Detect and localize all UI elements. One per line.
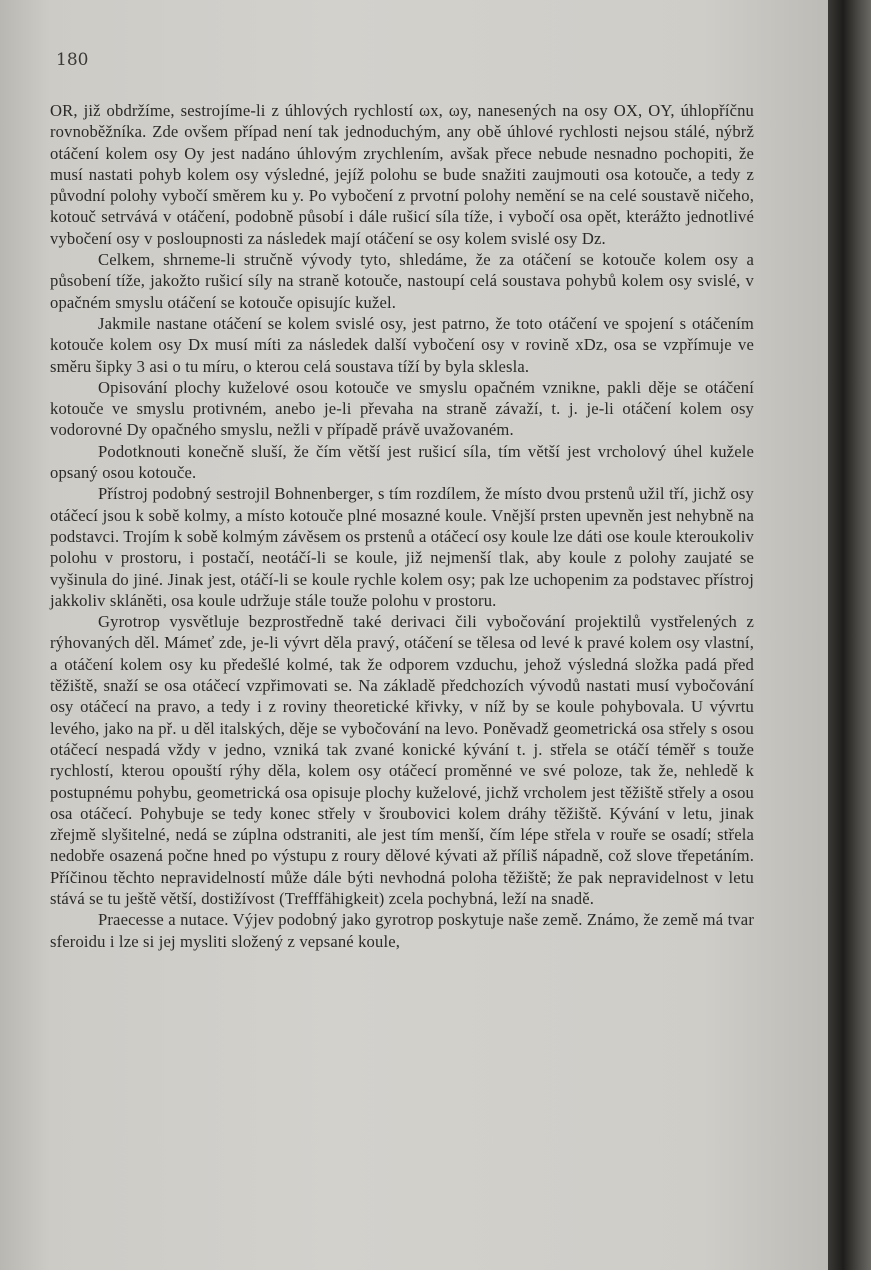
- paragraph: Jakmile nastane otáčení se kolem svislé osy, jest patrno, že toto otáčení ve spojení s otáčením kotouče kolem osy Dx musí míti za následek další vybočení osy v rovině xDz, osa se vzpřímuje ve směru šipky 3 asi o tu míru, o kterou celá soustava tíží by byla sklesla.: [50, 313, 754, 376]
- paragraph: Celkem, shrneme-li stručně vývody tyto, shledáme, že za otáčení se kotouče kolem osy a působení tíže, jakožto rušicí síly na straně kotouče, nastoupí celá soustava pohybů kolem osy svislé, v opačném smyslu otáčení se kotouče opisujíc kužel.: [50, 250, 754, 312]
- paragraph: Přístroj podobný sestrojil Bohnenberger, s tím rozdílem, že místo dvou prstenů užil tří, jichž osy otáčecí jsou k sobě kolmy, a místo kotouče plné mosazné koule. Vnější prsten upevněn jest nehybně na podstavci. Trojím k sobě kolmým závěsem os prstenů a otáčecí osy koule lze dáti ose koule kteroukoliv polohu v prostoru, i postačí, neotáčí-li se koule, již nejmenší tlak, aby koule z polohy zaujaté se vyšinula do jiné. Jinak jest, otáčí-li se koule rychle kolem osy; pak lze uchopenim za podstavec přístroj jakkoliv skláněti, osa koule udržuje stále touže polohu v prostoru.: [50, 484, 754, 610]
- page-number: 180: [56, 50, 89, 70]
- paragraph: OR, již obdržíme, sestrojíme-li z úhlových rychlostí ωx, ωy, nanesených na osy OX, OY, úhlopříčnu rovnoběžníka. Zde ovšem případ není tak jednoduchým, any obě úhlové rychlosti nejsou stálé, nýbrž otáčení kolem osy Oy jest nadáno úhlovým zrychlením, avšak přece nebude nesnadno pochopiti, že musí nastati pohyb kolem osy výsledné, jejíž polohu se bude snažiti zaujmouti osa kotouče, a tedy z původní polohy vybočí směrem ku y. Po vybočení z prvotní polohy nemění se na celé soustavě ničeho, kotouč setrvává v otáčení, podobně působí i dále rušicí síla tíže, i vybočí osa opět, kterážto jednotlivé vybočení osy v posloupnosti za následek mají otáčení se osy kolem svislé osy Dz.: [50, 101, 754, 248]
- page-edge-shadow: [828, 0, 871, 1270]
- paragraph: Opisování plochy kuželové osou kotouče ve smyslu opačném vznikne, pakli děje se otáčení kotouče ve smyslu protivném, anebo je-li převaha na straně závaží, t. j. je-li otáčení kolem osy vodorovné Dy opačného smyslu, nežli v případě právě uvažovaném.: [50, 377, 754, 440]
- body-text: [50, 100, 754, 952]
- paragraph: Gyrotrop vysvětluje bezprostředně také derivaci čili vybočování projektilů vystřelených z rýhovaných děl. Mámeť zde, je-li vývrt děla pravý, otáčení se tělesa od levé k pravé kolem osy vlastní, a otáčení kolem osy ku předešlé kolmé, tak že odporem vzduchu, jehož výsledná složka padá před těžiště, snaží se osa otáčecí vzpřimovati se. Na základě předchozích vývodů nastati musí vybočování osy otáčecí na pravo, a tedy i z roviny theoretické křivky, v níž by se koule pohybovala. U vývrtu levého, jako na př. u děl italských, děje se vybočování na levo. Poněvadž geometrická osa střely s osou otáčecí nespadá vždy v jedno, vzniká tak zvané konické kývání t. j. střela se otáčí téměř s touže rychlostí, kterou opouští rýhy děla, kolem osy otáčecí proměnné ve své poloze, tak že, nehledě k postupnému pohybu, geometrická osa opisuje plochy kuželové, jichž vrcholem jest těžiště střely a osou osa otáčecí. Pohybuje se tedy konec střely v šroubovici kolem dráhy těžiště. Kývání v letu, jinak zřejmě slyšitelné, nedá se zúplna odstraniti, ale jest tím menší, čím lépe střela v rouře se osadí; střela nedobře osazená počne hned po výstupu z roury dělové kývati až příliš nápadně, což slove třepetáním. Příčinou těchto nepravidelností může dále býti nevhodná poloha těžiště; že pak nepravidelnost v letu stává se tu ještě větší, dostižívost (Trefffähigkeit) zcela pochybná, leží na snadě.: [50, 612, 754, 908]
- paragraph: Podotknouti konečně sluší, že čím větší jest rušicí síla, tím větší jest vrcholový úhel kužele opsaný osou kotouče.: [50, 441, 754, 483]
- paragraph: Praecesse a nutace. Výjev podobný jako gyrotrop poskytuje naše země. Známo, že země má tvar sferoidu i lze si jej mysliti složený z vepsané koule,: [50, 910, 754, 951]
